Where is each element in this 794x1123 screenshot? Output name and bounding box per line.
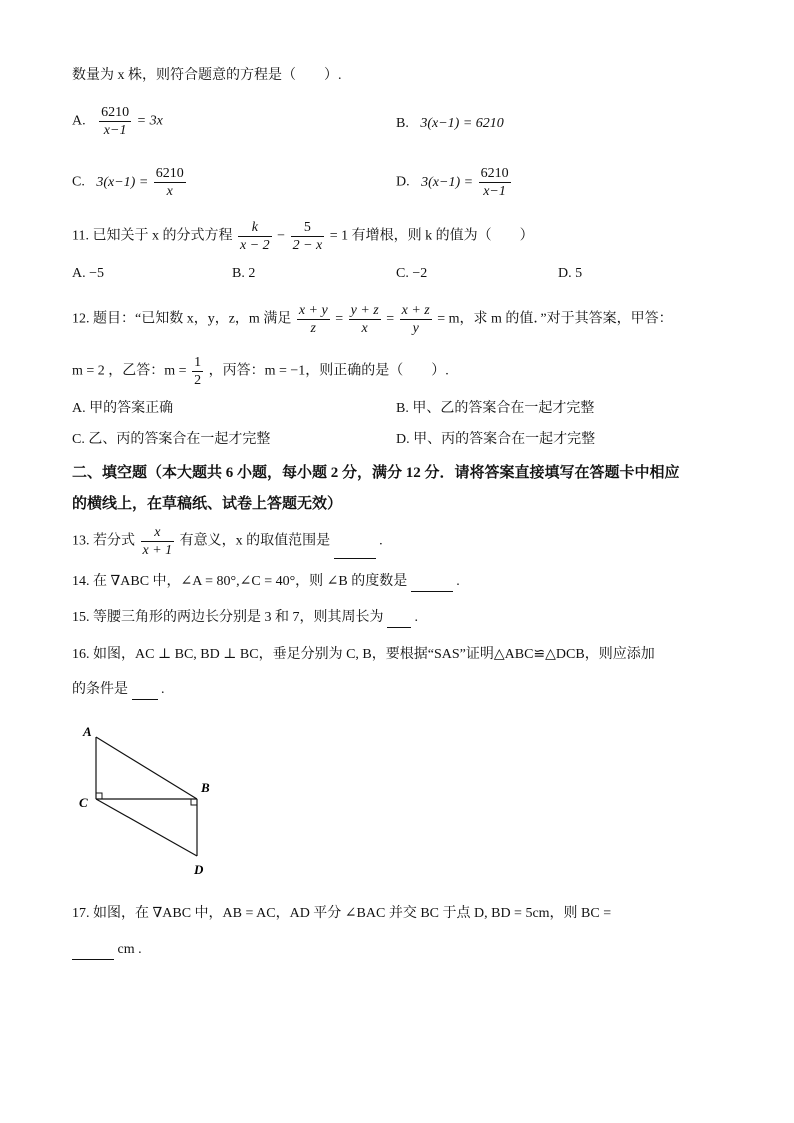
label-c: C <box>79 795 88 810</box>
q12-half-numerator: 1 <box>194 355 202 370</box>
q10-c-fraction <box>154 165 186 200</box>
q15-end: . <box>414 610 418 625</box>
q12-fraction-3 <box>400 302 432 337</box>
q12-option-a: A. 甲的答案正确 <box>72 401 174 416</box>
q10-option-a <box>72 104 163 139</box>
q12-eq1: = <box>335 311 344 327</box>
q10-d-denominator: x−1 <box>483 184 506 199</box>
q12-f3-numerator: x + z <box>401 303 430 318</box>
q10-c-denominator: x <box>166 184 173 199</box>
q12-f1-denominator: z <box>310 321 316 336</box>
q12-f3-denominator: y <box>412 321 419 336</box>
q12-f2-numerator: y + z <box>350 303 379 318</box>
q10-d-lhs: 3(x−1) = <box>421 174 474 190</box>
segment-ab <box>96 737 197 799</box>
q13-prefix: 13. 若分式 <box>72 533 135 549</box>
q17-stem-line2 <box>72 940 142 960</box>
q10-b-label: B. <box>396 116 409 131</box>
q10-b-expr: 3(x−1) = 6210 <box>420 116 504 131</box>
q13-stem <box>72 524 383 559</box>
q12-f2-denominator: x <box>361 321 368 336</box>
label-d: D <box>194 862 204 877</box>
q12-suffix: = m，求 m 的值．”对于其答案，甲答： <box>437 311 673 327</box>
q17-unit: cm . <box>117 942 142 957</box>
q17-stem-line1: 17. 如图，在 ∇ABC 中，AB = AC，AD 平分 ∠BAC 并交 BC 于点 D, BD = 5cm，则 BC = <box>72 906 612 921</box>
q10-a-numerator: 6210 <box>101 105 130 120</box>
q11-prefix: 11. 已知关于 x 的分式方程 <box>72 228 233 244</box>
q10-option-d <box>396 165 513 200</box>
q11-suffix: = 1 有增根，则 k 的值为（ ） <box>329 228 534 244</box>
q10-a-label: A. <box>72 113 86 129</box>
q13-answer-blank[interactable] <box>334 544 376 559</box>
q15-answer-blank[interactable] <box>387 613 411 628</box>
q11-option-a: A. −5 <box>72 266 105 281</box>
q12-option-b: B. 甲、乙的答案合在一起才完整 <box>396 401 595 416</box>
q16-answer-blank[interactable] <box>132 685 158 700</box>
q16-end: . <box>161 682 165 697</box>
q11-fraction-1 <box>238 219 272 254</box>
q10-d-fraction <box>479 165 511 200</box>
q13-suffix: 有意义，x 的取值范围是 <box>179 533 331 549</box>
q12-answers-line <box>72 354 449 389</box>
section2-heading-line1: 二、填空题（本大题共 6 小题，每小题 2 分，满分 12 分．请将答案直接填写在答题卡中相应 <box>72 465 680 481</box>
q10-c-label: C. <box>72 174 85 190</box>
q11-option-c: C. −2 <box>396 266 428 281</box>
q15-stem <box>72 608 418 628</box>
q11-fraction-2 <box>291 219 325 254</box>
q17-answer-blank[interactable] <box>72 945 114 960</box>
q10-a-denominator: x−1 <box>103 123 127 138</box>
segment-cd <box>96 799 197 856</box>
q14-end: . <box>456 574 460 589</box>
q11-f2-numerator: 5 <box>291 219 325 237</box>
q10-a-rhs: = 3x <box>136 113 163 129</box>
q10-d-numerator: 6210 <box>480 166 509 181</box>
q16-stem-line2 <box>72 680 165 700</box>
q10-c-numerator: 6210 <box>155 166 184 181</box>
q12-f1-numerator: x + y <box>298 303 328 318</box>
q14-text: 14. 在 ∇ABC 中，∠A = 80°,∠C = 40°，则 ∠B 的度数是 <box>72 574 408 589</box>
q14-answer-blank[interactable] <box>411 577 453 592</box>
q14-stem <box>72 572 460 592</box>
q12-half-fraction <box>192 354 203 389</box>
q13-fraction <box>141 524 175 559</box>
q12-eq2: = <box>386 311 395 327</box>
q12-prefix: 12. 题目：“已知数 x，y，z，m 满足 <box>72 311 292 327</box>
q10-c-lhs: 3(x−1) = <box>96 174 149 190</box>
q10-option-b <box>396 114 504 134</box>
q10-d-label: D. <box>396 174 410 190</box>
q16-line2-text: 的条件是 <box>72 682 128 697</box>
q11-stem <box>72 219 534 254</box>
q12-fraction-1 <box>297 302 330 337</box>
q11-minus: − <box>277 228 286 244</box>
q11-f2-denominator: 2 − x <box>292 238 323 253</box>
q12-stem <box>72 302 673 337</box>
label-a: A <box>83 724 92 739</box>
q12-line2-b: ，丙答：m = −1，则正确的是（ ）. <box>208 363 449 379</box>
q12-option-d: D. 甲、丙的答案合在一起才完整 <box>396 432 596 447</box>
q11-f1-denominator: x − 2 <box>239 238 270 253</box>
q13-numerator: x <box>141 524 175 542</box>
q10-a-fraction <box>99 104 131 139</box>
q10-option-c <box>72 165 188 200</box>
q15-text: 15. 等腰三角形的两边长分别是 3 和 7，则其周长为 <box>72 610 384 625</box>
right-angle-mark-b <box>191 799 197 805</box>
q12-half-denominator: 2 <box>194 373 202 388</box>
q10-intro: 数量为 x 株，则符合题意的方程是（ ）. <box>72 68 342 83</box>
q11-option-b: B. 2 <box>232 266 256 281</box>
q16-figure <box>70 720 230 880</box>
q12-fraction-2 <box>349 302 381 337</box>
right-angle-mark-c <box>96 793 102 799</box>
section2-heading-line2: 的横线上，在草稿纸、试卷上答题无效） <box>72 496 343 512</box>
q11-option-d: D. 5 <box>558 266 583 281</box>
q12-option-c: C. 乙、丙的答案合在一起才完整 <box>72 432 271 447</box>
q13-end: . <box>379 533 383 549</box>
q13-denominator: x + 1 <box>142 543 173 558</box>
q11-f1-numerator: k <box>238 219 272 237</box>
label-b: B <box>201 780 210 795</box>
q16-stem-line1: 16. 如图，AC ⊥ BC, BD ⊥ BC，垂足分别为 C, B，要根据“SAS”证明△ABC≌△DCB，则应添加 <box>72 647 655 662</box>
q12-line2-a: m = 2 ，乙答：m = <box>72 363 187 379</box>
